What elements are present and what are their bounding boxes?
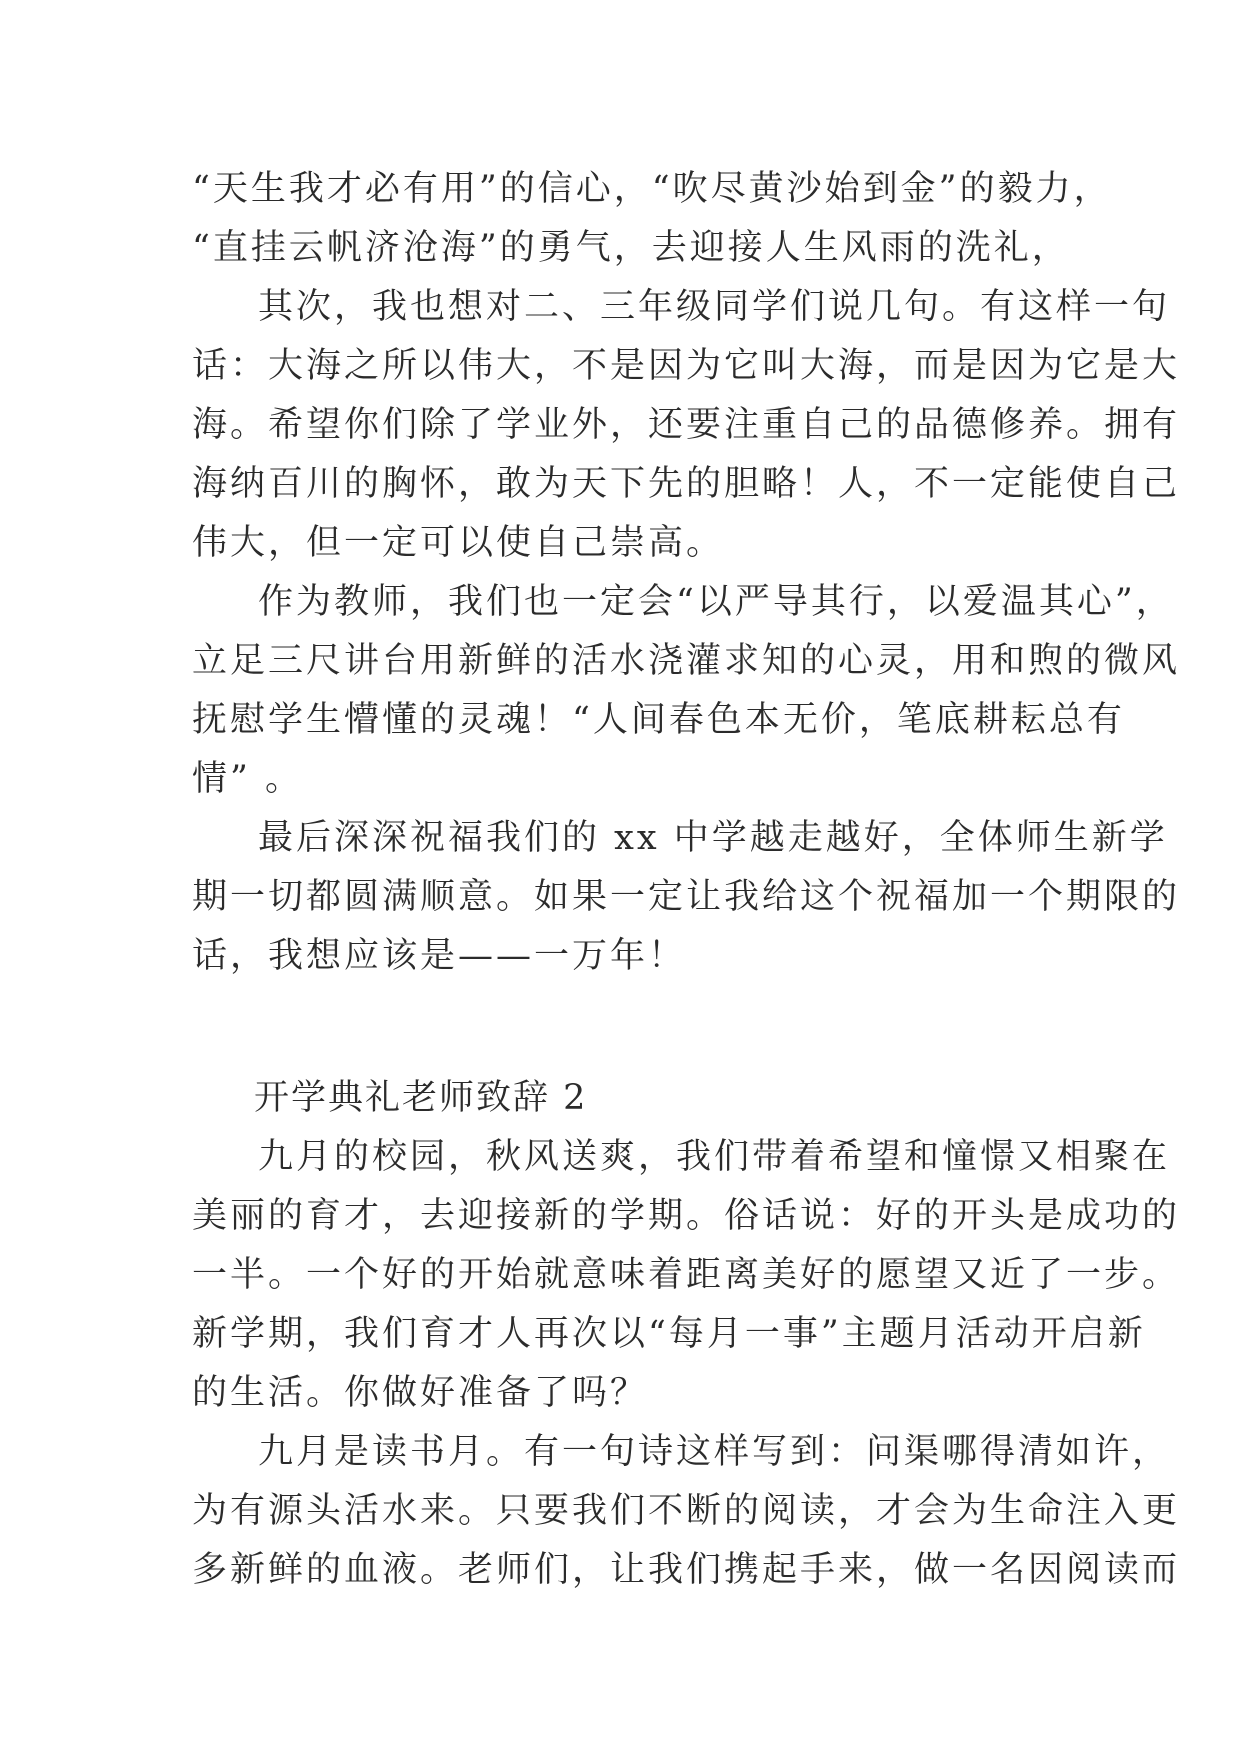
text-line: 九月的校园，秋风送爽，我们带着希望和憧憬又相聚在 (258, 1137, 1171, 1177)
text-line: 话，我想应该是——一万年！ (192, 936, 687, 976)
document-body (192, 160, 1181, 1600)
text-line: 抚慰学生懵懂的灵魂！“人间春色本无价，笔底耕耘总有 (192, 700, 1125, 740)
text-line: 九月是读书月。有一句诗这样写到：问渠哪得清如许， (258, 1432, 1171, 1472)
paragraph-1 (192, 160, 1112, 278)
text-line: 海。希望你们除了学业外，还要注重自己的品德修养。拥有 (192, 405, 1181, 445)
text-line: 新学期，我们育才人再次以“每月一事”主题月活动开启新 (192, 1314, 1146, 1354)
paragraph-4 (192, 809, 1181, 986)
paragraph-6 (192, 1423, 1181, 1600)
paragraph-3 (192, 573, 1181, 809)
text-line: 情” 。 (192, 759, 304, 799)
text-line: 期一切都圆满顺意。如果一定让我给这个祝福加一个期限的 (192, 877, 1181, 917)
paragraph-5 (192, 1128, 1181, 1423)
paragraph-2 (192, 278, 1181, 573)
text-line: 立足三尺讲台用新鲜的活水浇灌求知的心灵，用和煦的微风 (192, 641, 1181, 681)
text-line: 作为教师，我们也一定会“以严导其行，以爱温其心”， (258, 582, 1174, 622)
text-line: “直挂云帆济沧海”的勇气，去迎接人生风雨的洗礼， (192, 228, 1070, 268)
text-line: 的生活。你做好准备了吗？ (192, 1373, 649, 1413)
text-line: 美丽的育才，去迎接新的学期。俗话说：好的开头是成功的 (192, 1196, 1181, 1236)
text-line: 为有源头活水来。只要我们不断的阅读，才会为生命注入更 (192, 1491, 1181, 1531)
section-spacer (192, 986, 1052, 1069)
text-line: “天生我才必有用”的信心，“吹尽黄沙始到金”的毅力， (192, 169, 1112, 209)
text-line: 话：大海之所以伟大，不是因为它叫大海，而是因为它是大 (192, 346, 1181, 386)
text-line: 多新鲜的血液。老师们，让我们携起手来，做一名因阅读而 (192, 1550, 1181, 1590)
text-line: 其次，我也想对二、三年级同学们说几句。有这样一句 (258, 287, 1171, 327)
text-line: 海纳百川的胸怀，敢为天下先的胆略！人，不一定能使自己 (192, 464, 1181, 504)
section-heading: 开学典礼老师致辞 2 (254, 1078, 588, 1118)
text-line: 伟大，但一定可以使自己崇高。 (192, 523, 725, 563)
text-line: 最后深深祝福我们的 xx 中学越走越好，全体师生新学 (258, 818, 1168, 858)
text-line: 一半。一个好的开始就意味着距离美好的愿望又近了一步。 (192, 1255, 1181, 1295)
